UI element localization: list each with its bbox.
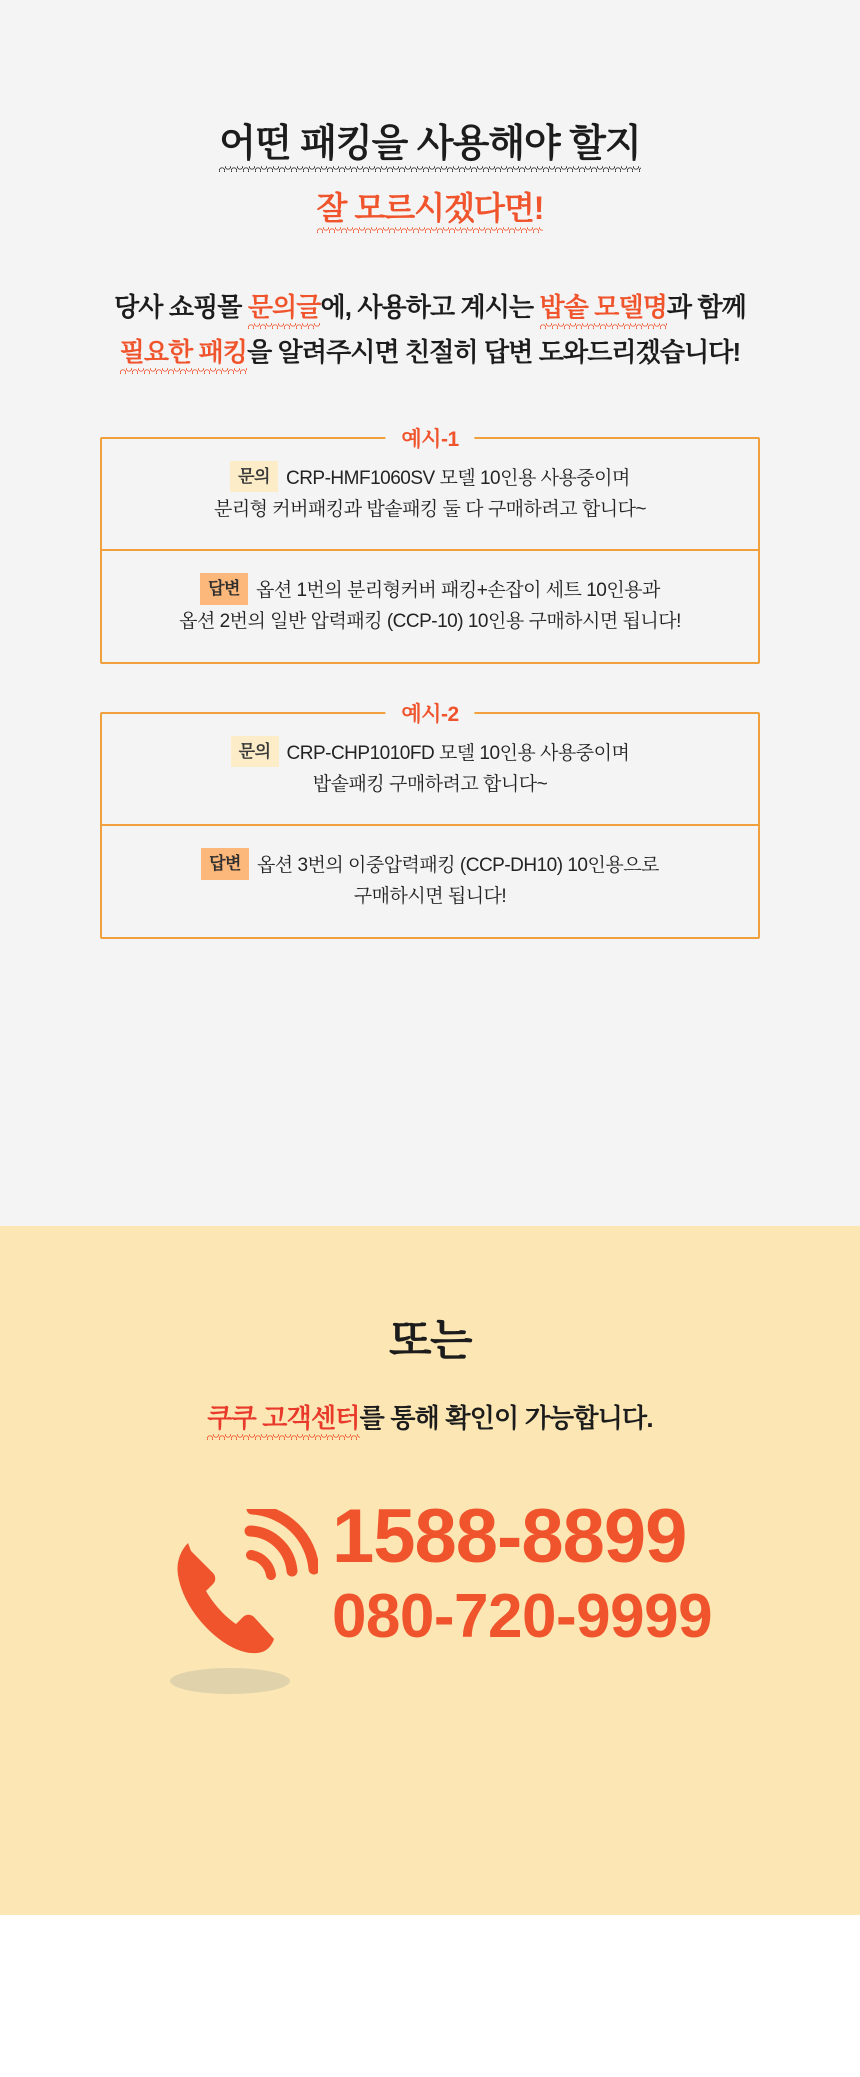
question-tag: 문의	[230, 461, 278, 493]
examples-list	[0, 427, 860, 939]
phone-number-secondary[interactable]: 080-720-9999	[331, 1581, 713, 1651]
headline-line-2-text: 잘 모르시겠다면!	[317, 190, 544, 233]
intro-text-4: 을 알려주시면 친절히 답변 도와드리겠습니다!	[247, 337, 741, 368]
intro-text-3: 과 함께	[666, 292, 746, 323]
example-2-question-line-1	[128, 736, 732, 770]
headline-line-1-text: 어떤 패킹을 사용해야 할지	[219, 123, 640, 172]
intro-description	[0, 285, 860, 374]
example-card-1	[100, 427, 760, 664]
example-2-question-text-2: 밥솥패킹 구매하려고 합니다~	[312, 773, 548, 795]
answer-tag: 답변	[201, 848, 249, 880]
example-2-title: 예시-2	[385, 698, 474, 728]
example-2-answer	[102, 824, 758, 937]
example-2-answer-line-1	[128, 848, 732, 882]
example-1-question	[102, 439, 758, 550]
customer-center-line	[0, 1398, 860, 1435]
headline-line-2	[0, 186, 860, 231]
phone-ringing-icon	[158, 1509, 318, 1699]
answer-tag: 답변	[200, 573, 248, 605]
intro-text-2: 에, 사용하고 계시는	[320, 292, 540, 323]
example-card-2	[100, 702, 760, 939]
example-1-answer-text-1: 옵션 1번의 분리형커버 패킹+손잡이 세트 10인용과	[255, 580, 660, 602]
example-1-title: 예시-1	[385, 423, 474, 453]
question-tag: 문의	[231, 736, 279, 768]
headline-line-1	[0, 118, 860, 172]
example-2-question	[102, 714, 758, 825]
page-title	[0, 118, 860, 231]
footer-spacer	[0, 1915, 860, 2077]
customer-center-accent: 쿠쿠 고객센터	[207, 1403, 359, 1440]
intro-description-row-1	[0, 285, 860, 330]
example-1-question-line-1	[128, 461, 732, 495]
phone-number-primary[interactable]: 1588-8899	[331, 1494, 687, 1579]
example-1-answer	[102, 549, 758, 662]
phone-block	[0, 1494, 860, 1699]
intro-accent-needed-packing: 필요한 패킹	[120, 337, 247, 374]
customer-center-rest: 를 통해 확인이 가능합니다.	[359, 1403, 653, 1433]
example-1-answer-line-1	[128, 573, 732, 607]
intro-description-row-2	[0, 330, 860, 375]
example-1-answer-text-2: 옵션 2번의 일반 압력패킹 (CCP-10) 10인용 구매하시면 됩니다!	[179, 611, 681, 633]
intro-text-1: 당사 쇼핑몰	[114, 292, 248, 323]
example-2-question-text-1: CRP-CHP1010FD 모델 10인용 사용중이며	[286, 742, 630, 764]
example-2-answer-text-1: 옵션 3번의 이중압력패킹 (CCP-DH10) 10인용으로	[256, 855, 659, 877]
intro-accent-model-name: 밥솥 모델명	[540, 292, 667, 329]
example-2-box	[100, 712, 760, 939]
example-1-question-text-2: 분리형 커버패킹과 밥솥패킹 둘 다 구매하려고 합니다~	[213, 498, 647, 520]
example-2-answer-text-2: 구매하시면 됩니다!	[353, 886, 507, 908]
example-1-box	[100, 437, 760, 664]
contact-section	[0, 1226, 860, 1915]
or-heading: 또는	[388, 1316, 471, 1365]
phone-numbers	[331, 1494, 713, 1651]
example-1-question-text-1: CRP-HMF1060SV 모델 10인용 사용중이며	[285, 467, 630, 489]
intro-accent-inquiry: 문의글	[248, 292, 321, 329]
